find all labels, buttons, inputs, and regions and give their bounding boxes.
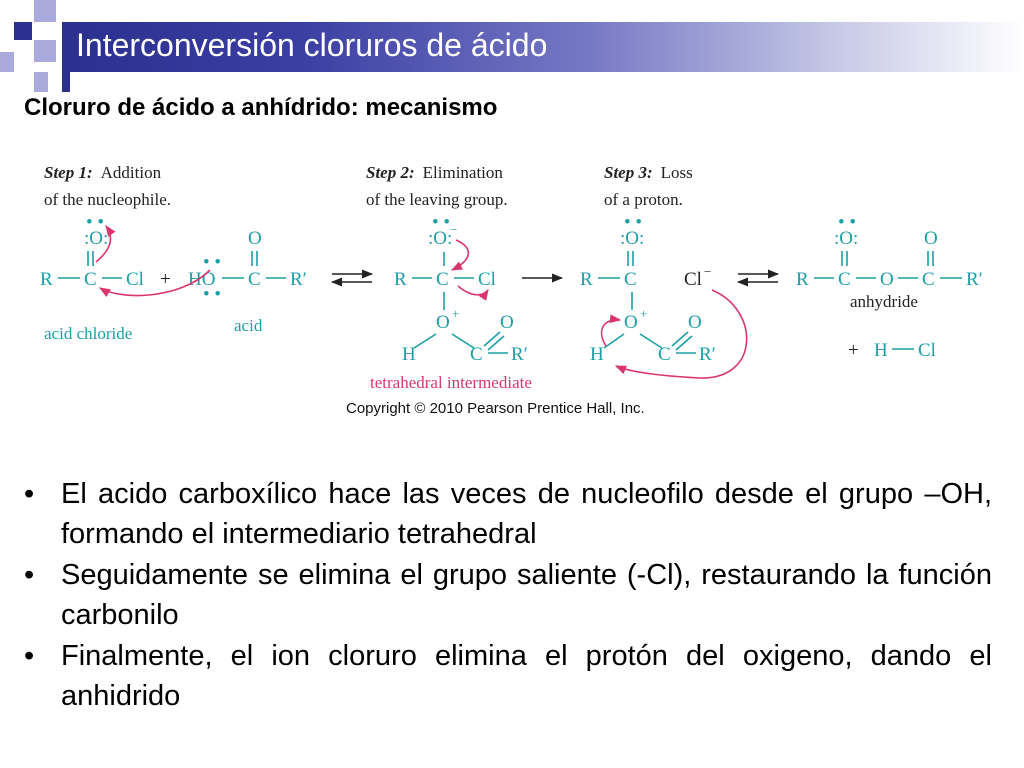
curved-arrow-deprotonation <box>616 290 747 378</box>
svg-text:O: O <box>624 312 638 333</box>
svg-text:O: O <box>248 228 262 249</box>
curved-arrow-reform-carbonyl <box>452 240 468 270</box>
svg-text:• •: • • <box>203 252 222 273</box>
svg-text:R: R <box>394 269 407 290</box>
bullet-dot: • <box>24 478 35 510</box>
svg-text:C: C <box>248 269 261 290</box>
svg-text:C: C <box>658 344 671 365</box>
svg-text:• •: • • <box>432 212 451 233</box>
svg-text:• •: • • <box>86 212 105 233</box>
curved-arrow-oh-bond <box>602 320 620 346</box>
svg-text:−: − <box>450 222 458 237</box>
svg-text:C: C <box>922 269 935 290</box>
svg-text:Cl: Cl <box>918 340 936 361</box>
step-2-line2: of the leaving group. <box>366 190 508 209</box>
step-3-head: Step 3: <box>604 163 653 182</box>
anhydride-label: anhydride <box>850 292 918 311</box>
svg-text::O:: :O: <box>428 228 453 249</box>
svg-text:R: R <box>580 269 593 290</box>
svg-text:+: + <box>640 306 648 321</box>
svg-text:R: R <box>796 269 809 290</box>
anhydride-product <box>796 212 983 311</box>
bullet-item-1 <box>24 474 992 554</box>
step-2-head: Step 2: <box>366 163 415 182</box>
svg-text::O:: :O: <box>620 228 645 249</box>
svg-text:O: O <box>924 228 938 249</box>
svg-text:O: O <box>436 312 450 333</box>
svg-text:O: O <box>880 269 894 290</box>
svg-text:H: H <box>402 344 416 365</box>
svg-text:+: + <box>452 306 460 321</box>
step-1-line2: of the nucleophile. <box>44 190 171 209</box>
svg-text:• •: • • <box>624 212 643 233</box>
step-2-heading <box>366 163 508 209</box>
svg-text:Step 3:Loss <box>604 163 693 182</box>
svg-text:HO: HO <box>188 269 216 290</box>
tetrahedral-intermediate <box>370 212 532 392</box>
svg-text:+: + <box>848 340 859 361</box>
svg-text:R′: R′ <box>966 269 983 290</box>
svg-text:R: R <box>40 269 53 290</box>
svg-text:O: O <box>500 312 514 333</box>
svg-text:Cl: Cl <box>684 269 702 290</box>
svg-text:Step 2:Elimination <box>366 163 503 182</box>
step-1-head: Step 1: <box>44 163 93 182</box>
step-1-line1: Addition <box>100 163 162 182</box>
equilibrium-arrow-2 <box>738 274 778 282</box>
svg-text:Step 1:Addition <box>44 163 162 182</box>
svg-text:R′: R′ <box>699 344 716 365</box>
svg-text:Cl: Cl <box>126 269 144 290</box>
svg-text:R′: R′ <box>511 344 528 365</box>
svg-text:C: C <box>838 269 851 290</box>
svg-text:C: C <box>84 269 97 290</box>
svg-text::O:: :O: <box>834 228 859 249</box>
svg-text:• •: • • <box>203 284 222 305</box>
bullet-text-2: Seguidamente se elimina el grupo saliente (-Cl), restaurando la función carbonilo <box>61 559 992 631</box>
svg-text:H: H <box>874 340 888 361</box>
acid-chloride-label: acid chloride <box>44 324 133 343</box>
svg-text:H: H <box>590 344 604 365</box>
svg-text:C: C <box>470 344 483 365</box>
acid-chloride-molecule <box>40 212 144 343</box>
svg-text::O:: :O: <box>84 228 109 249</box>
step-3-line1: Loss <box>660 163 693 182</box>
bullet-dot: • <box>24 640 35 672</box>
bullet-list <box>24 474 992 717</box>
bullet-text-3: Finalmente, el ion cloruro elimina el protón del oxigeno, dando el anhidrido <box>61 640 992 712</box>
svg-text:−: − <box>704 264 712 279</box>
step-3-line2: of a proton. <box>604 190 683 209</box>
protonated-anhydride <box>580 212 716 365</box>
svg-text:C: C <box>436 269 449 290</box>
hcl-product <box>848 340 936 361</box>
step-1-heading <box>44 163 171 209</box>
slide-subtitle: Cloruro de ácido a anhídrido: mecanismo <box>24 94 498 121</box>
svg-text:R′: R′ <box>290 269 307 290</box>
plus-sign: + <box>160 269 171 290</box>
svg-text:• •: • • <box>838 212 857 233</box>
copyright-notice: Copyright © 2010 Pearson Prentice Hall, Inc. <box>346 400 645 417</box>
slide-title: Interconversión cloruros de ácido <box>76 27 548 63</box>
bullet-dot: • <box>24 559 35 591</box>
tetrahedral-label: tetrahedral intermediate <box>370 373 532 392</box>
svg-text:Cl: Cl <box>478 269 496 290</box>
bullet-item-2 <box>24 555 992 635</box>
acid-label: acid <box>234 316 263 335</box>
svg-text:O: O <box>688 312 702 333</box>
acid-molecule <box>188 228 307 335</box>
svg-text:C: C <box>624 269 637 290</box>
bullet-item-3 <box>24 636 992 716</box>
step-2-line1: Elimination <box>422 163 503 182</box>
step-3-heading <box>604 163 693 209</box>
equilibrium-arrow-1 <box>332 274 372 282</box>
bullet-text-1: El acido carboxílico hace las veces de nucleofilo desde el grupo –OH, formando el intermediario tetrahedral <box>61 478 992 550</box>
